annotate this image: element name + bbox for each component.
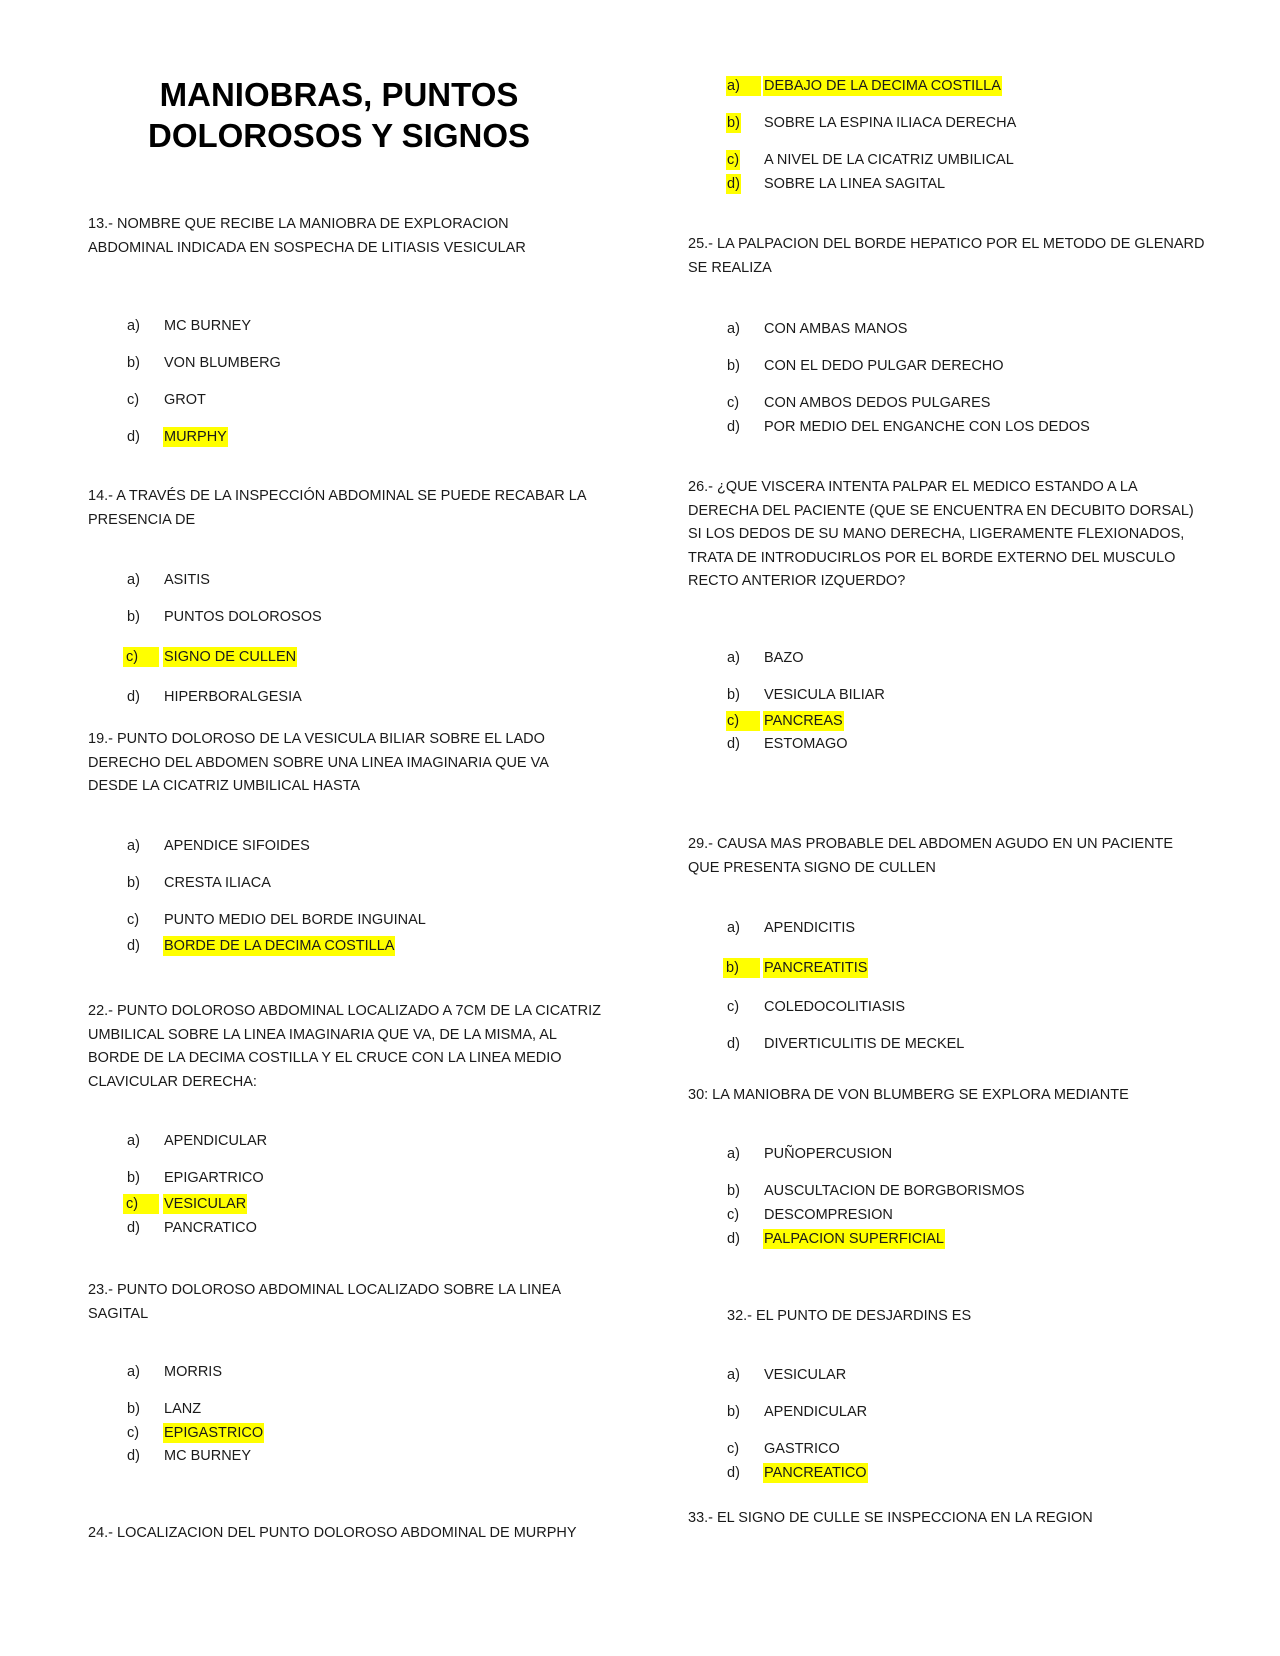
option-label: d) bbox=[127, 938, 140, 954]
option-text: VON BLUMBERG bbox=[164, 355, 281, 371]
option-label-highlighted: c) bbox=[726, 711, 760, 731]
option-text: CON EL DEDO PULGAR DERECHO bbox=[764, 358, 1004, 374]
option-label: d) bbox=[727, 1465, 740, 1481]
option-label: d) bbox=[127, 1220, 140, 1236]
option-label: b) bbox=[127, 1401, 140, 1417]
option-text: CON AMBOS DEDOS PULGARES bbox=[764, 395, 991, 411]
option-text-highlighted: BORDE DE LA DECIMA COSTILLA bbox=[164, 938, 395, 954]
page-title: MANIOBRAS, PUNTOS DOLOROSOS Y SIGNOS bbox=[147, 76, 531, 154]
question-22-text: 22.- PUNTO DOLOROSO ABDOMINAL LOCALIZADO A 7CM DE LA CICATRIZ UMBILICAL SOBRE LA LINEA IMAGINARIA QUE VA, DE LA MISMA, AL BORDE DE LA DECIMA COSTILLA Y EL CRUCE CON LA LINEA MEDIO CLAVICULAR DERECHA: bbox=[88, 1003, 601, 1090]
option-label-highlighted: b) bbox=[723, 958, 760, 978]
option-label: d) bbox=[727, 1231, 740, 1247]
option-label-highlighted: b) bbox=[727, 115, 740, 131]
option-text-highlighted: SIGNO DE CULLEN bbox=[164, 649, 297, 665]
option-text: CRESTA ILIACA bbox=[164, 875, 271, 891]
option-label: d) bbox=[727, 419, 740, 435]
option-label: c) bbox=[727, 395, 740, 411]
option-label: b) bbox=[727, 687, 740, 703]
option-label: c) bbox=[127, 392, 140, 408]
option-label: d) bbox=[127, 429, 140, 445]
option-text: MORRIS bbox=[164, 1364, 222, 1380]
option-label: a) bbox=[127, 838, 140, 854]
option-text: APENDICULAR bbox=[164, 1133, 268, 1149]
option-text: PUNTOS DOLOROSOS bbox=[164, 609, 322, 625]
option-label: d) bbox=[727, 736, 740, 752]
option-label: a) bbox=[127, 1364, 140, 1380]
question-19-text: 19.- PUNTO DOLOROSO DE LA VESICULA BILIAR SOBRE EL LADO DERECHO DEL ABDOMEN SOBRE UNA LINEA IMAGINARIA QUE VA DESDE LA CICATRIZ UMBILICAL HASTA bbox=[88, 731, 549, 794]
option-text-highlighted: PANCREATITIS bbox=[764, 960, 868, 976]
option-label: c) bbox=[127, 912, 140, 928]
question-23-text: 23.- PUNTO DOLOROSO ABDOMINAL LOCALIZADO SOBRE LA LINEA SAGITAL bbox=[88, 1282, 561, 1322]
option-text-highlighted: MURPHY bbox=[164, 429, 227, 445]
question-32-text: 32.- EL PUNTO DE DESJARDINS ES bbox=[727, 1308, 972, 1324]
option-label: a) bbox=[727, 1367, 740, 1383]
option-label-highlighted: c) bbox=[123, 1194, 159, 1214]
question-26-text: 26.- ¿QUE VISCERA INTENTA PALPAR EL MEDICO ESTANDO A LA DERECHA DEL PACIENTE (QUE SE ENCUENTRA EN DECUBITO DORSAL) SI LOS DEDOS DE SU MANO DERECHA, LIGERAMENTE FLEXIONADOS, TRATA DE INTRODUCIRLOS POR EL BORDE EXTERNO DEL MUSCULO RECTO ANTERIOR IZQUERDO? bbox=[688, 479, 1194, 589]
option-text: PUNTO MEDIO DEL BORDE INGUINAL bbox=[164, 912, 426, 928]
option-text: APENDICITIS bbox=[764, 920, 856, 936]
option-label-highlighted: a) bbox=[726, 76, 761, 96]
option-text: HIPERBORALGESIA bbox=[164, 689, 302, 705]
option-text: BAZO bbox=[764, 650, 804, 666]
option-label: c) bbox=[127, 1425, 140, 1441]
option-label-highlighted: c) bbox=[123, 647, 159, 667]
question-24-text: 24.- LOCALIZACION DEL PUNTO DOLOROSO ABDOMINAL DE MURPHY bbox=[88, 1525, 577, 1541]
question-29-text: 29.- CAUSA MAS PROBABLE DEL ABDOMEN AGUDO EN UN PACIENTE QUE PRESENTA SIGNO DE CULLEN bbox=[688, 836, 1174, 876]
option-label: b) bbox=[727, 1404, 740, 1420]
option-text: ASITIS bbox=[164, 572, 210, 588]
option-label: b) bbox=[127, 1170, 140, 1186]
option-text: GASTRICO bbox=[764, 1441, 840, 1457]
option-label: d) bbox=[127, 689, 140, 705]
option-label-highlighted: d) bbox=[727, 176, 740, 192]
option-text-highlighted: PANCREATICO bbox=[764, 1465, 867, 1481]
option-label-highlighted: c) bbox=[727, 152, 740, 168]
option-text: MC BURNEY bbox=[164, 1448, 252, 1464]
option-text: APENDICULAR bbox=[764, 1404, 868, 1420]
option-text: EPIGARTRICO bbox=[164, 1170, 264, 1186]
option-label: a) bbox=[127, 318, 140, 334]
option-text-highlighted: PALPACION SUPERFICIAL bbox=[764, 1231, 944, 1247]
question-33-text: 33.- EL SIGNO DE CULLE SE INSPECCIONA EN LA REGION bbox=[688, 1510, 1093, 1526]
option-text-highlighted: PANCREAS bbox=[764, 713, 843, 729]
question-25-text: 25.- LA PALPACION DEL BORDE HEPATICO POR EL METODO DE GLENARD SE REALIZA bbox=[688, 236, 1205, 276]
option-text: GROT bbox=[164, 392, 206, 408]
option-text: APENDICE SIFOIDES bbox=[164, 838, 310, 854]
option-text: A NIVEL DE LA CICATRIZ UMBILICAL bbox=[764, 152, 1014, 168]
option-text: SOBRE LA ESPINA ILIACA DERECHA bbox=[764, 115, 1017, 131]
option-text: ESTOMAGO bbox=[764, 736, 848, 752]
option-label: b) bbox=[127, 355, 140, 371]
option-label: a) bbox=[127, 1133, 140, 1149]
option-label: c) bbox=[727, 1207, 740, 1223]
option-label: a) bbox=[727, 321, 740, 337]
option-label: b) bbox=[727, 358, 740, 374]
option-label: a) bbox=[727, 920, 740, 936]
option-text: SOBRE LA LINEA SAGITAL bbox=[764, 176, 946, 192]
question-14-text: 14.- A TRAVÉS DE LA INSPECCIÓN ABDOMINAL SE PUEDE RECABAR LA PRESENCIA DE bbox=[88, 488, 586, 528]
option-label: b) bbox=[727, 1183, 740, 1199]
option-text: AUSCULTACION DE BORGBORISMOS bbox=[764, 1183, 1025, 1199]
option-text: POR MEDIO DEL ENGANCHE CON LOS DEDOS bbox=[764, 419, 1090, 435]
option-label: a) bbox=[727, 1146, 740, 1162]
option-label: c) bbox=[727, 1441, 740, 1457]
option-text: PUÑOPERCUSION bbox=[764, 1146, 893, 1162]
option-text: CON AMBAS MANOS bbox=[764, 321, 908, 337]
option-text: DESCOMPRESION bbox=[764, 1207, 893, 1223]
question-13-text: 13.- NOMBRE QUE RECIBE LA MANIOBRA DE EXPLORACION ABDOMINAL INDICADA EN SOSPECHA DE LITIASIS VESICULAR bbox=[88, 216, 526, 256]
option-label: b) bbox=[127, 609, 140, 625]
option-text: PANCRATICO bbox=[164, 1220, 257, 1236]
option-label: d) bbox=[727, 1036, 740, 1052]
option-label: d) bbox=[127, 1448, 140, 1464]
option-label: a) bbox=[127, 572, 140, 588]
option-text-highlighted: VESICULAR bbox=[164, 1196, 247, 1212]
option-label: c) bbox=[727, 999, 740, 1015]
option-text: DIVERTICULITIS DE MECKEL bbox=[764, 1036, 965, 1052]
option-text: LANZ bbox=[164, 1401, 202, 1417]
option-text: MC BURNEY bbox=[164, 318, 252, 334]
option-text: COLEDOCOLITIASIS bbox=[764, 999, 906, 1015]
option-text: VESICULAR bbox=[764, 1367, 847, 1383]
option-text: VESICULA BILIAR bbox=[764, 687, 885, 703]
option-label: b) bbox=[127, 875, 140, 891]
question-30-text: 30: LA MANIOBRA DE VON BLUMBERG SE EXPLORA MEDIANTE bbox=[688, 1087, 1129, 1103]
option-text-highlighted: DEBAJO DE LA DECIMA COSTILLA bbox=[764, 78, 1001, 94]
option-label: a) bbox=[727, 650, 740, 666]
option-text-highlighted: EPIGASTRICO bbox=[164, 1425, 264, 1441]
